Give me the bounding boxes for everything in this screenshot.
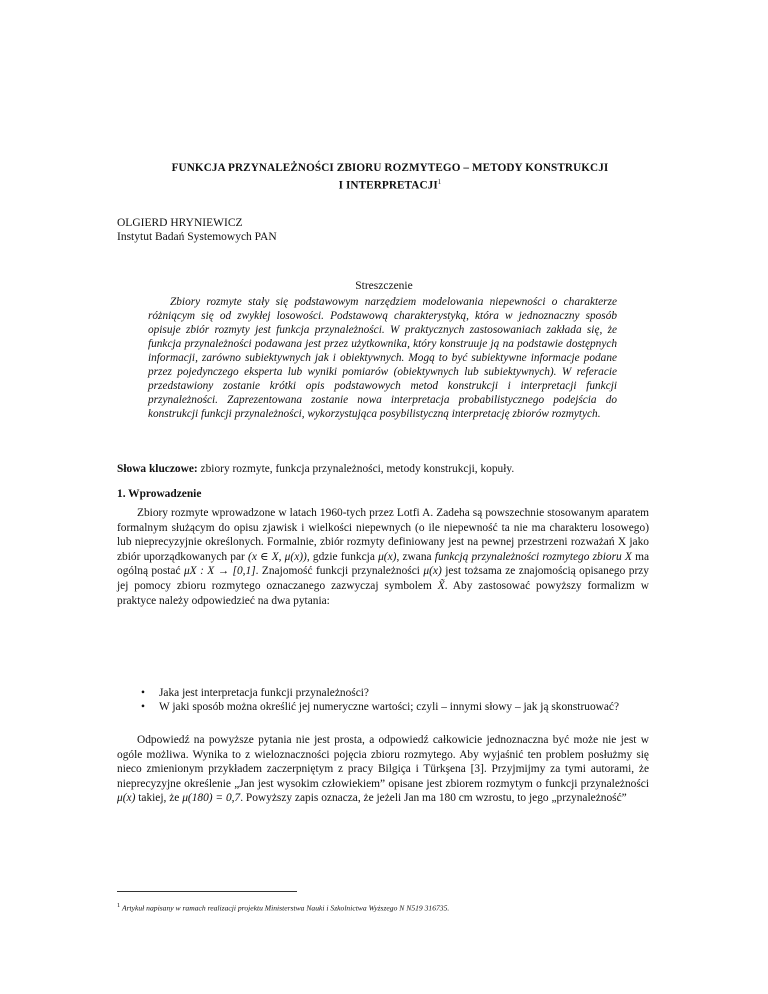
footnote [117,901,449,914]
math-pair: (x ∈ X, μ(x)) [248,550,307,563]
intro-text: , zwana [396,550,435,563]
title-line-1: FUNKCJA PRZYNALEŻNOŚCI ZBIORU ROZMYTEGO – METODY KONSTRUKCJI [171,162,609,174]
intro-text: . Aby zastosować powyższy formalizm w praktyce należy odpowiedzieć na dwa pytania: [117,579,649,607]
author-name: OLGIERD HRYNIEWICZ [117,217,243,229]
intro-text: . Powyższy zapis oznacza, że jeżeli Jan ma 180 cm wzrostu, to jego „przynależność” [240,792,627,805]
footnote-mark: 1 [117,902,121,909]
intro-text: . Znajomość funkcji przynależności [255,565,424,578]
math-mu-x: μ(x) [423,565,442,578]
intro-text: Zbiory rozmyte wprowadzone w latach 1960-tych przez Lotfi A. Zadeha są powszechnie stosowanym aparatem formalnym służącym do opisu zjawisk i wielkości niepewnych (o ile niepewność ta nie ma charakteru losowego) lub nieprecyzyjnie określonych. Formalnie, zbiór rozmyty definiowany jest na pewnej przestrzeni rozważań X jako zbiór uporządkowanych par [117,507,649,563]
keywords-text: zbiory rozmyte, funkcja przynależności, metody konstrukcji, kopuły. [197,463,515,475]
bullet-icon: • [141,687,145,699]
intro-text: ma ogólną postać [117,550,649,578]
paper-title [140,161,640,193]
intro-text: jest tożsama ze znajomością opisanego przy jej pomocy zbioru rozmytego oznaczanego zazwyczaj symbolem [117,565,649,592]
list-item [141,686,649,700]
keywords [117,462,657,476]
author-affiliation: Instytut Badań Systemowych PAN [117,231,277,243]
footnote-divider [117,891,297,892]
title-footnote-mark: 1 [437,178,442,186]
list-item-text: Jaka jest interpretacja funkcji przynależności? [159,687,369,699]
author-block [117,216,277,244]
question-list [141,686,649,715]
keywords-label: Słowa kluczowe: [117,463,198,475]
intro-paragraph-2 [117,733,649,806]
title-line-2: I INTERPRETACJI [338,179,438,192]
math-mu-x: μ(x) [378,550,397,563]
abstract-text [148,295,617,421]
intro-text: , gdzie funkcja [306,550,379,563]
abstract-heading: Streszczenie [355,280,413,292]
intro-italic-term: funkcją przynależności rozmytego zbioru X [434,550,632,563]
intro-text: Odpowiedź na powyższe pytania nie jest prosta, a odpowiedź całkowicie jednoznaczna być może nie jest w ogóle możliwa. Wynika to z wieloznaczności pojęcia zbioru rozmytego. Aby wyjaśnić ten problem posłużmy się nieco zmienionym przykładem zaczerpniętym z pracy Bilgiça i Türkşena [3]. Przyjmijmy za tymi autorami, że nieprecyzyjne określenie „Jan jest wysokim człowiekiem” opisane jest zbiorem rozmytym o funkcji przynależności [117,734,649,790]
math-mu-x: μ(x) [117,792,136,805]
list-item-text: W jaki sposób można określić jej numeryczne wartości; czyli – innymi słowy – jak ją skonstruować? [159,701,620,714]
math-x-tilde: X̃ [437,579,445,592]
footnote-text: Artykuł napisany w ramach realizacji projektu Ministerstwa Nauki i Szkolnictwa Wyższego N N519 316735. [121,903,450,913]
abstract-paragraph: Zbiory rozmyte stały się podstawowym narzędziem modelowania niepewności o charakterze różniącym się od zwykłej losowości. Podstawową charakterystyką, która w jednoznaczny sposób opisuje zbiór rozmyty jest funkcja przynależności. W praktycznych zastosowaniach zakłada się, że funkcja przynależności podawana jest przez użytkownika, który konstruuje ją na podstawie dostępnych informacji, zarówno subiektywnych jak i obiektywnych. Mogą to być subiektywne informacje podane przez pojedynczego eksperta lub wyniki pomiarów (obiektywnych lub subiektywnych). W referacie przedstawiony zostanie krótki opis podstawowych metod konstrukcji i interpretacji funkcji przynależności. Zaprezentowana zostanie nowa interpretacja probabilistycznego podejścia do konstrukcji funkcji przynależności, wykorzystująca posybilistyczną interpretację zbiorów rozmytych. [148,296,617,420]
list-item [141,700,649,714]
section-heading: 1. Wprowadzenie [117,488,202,500]
math-mu-180: μ(180) = 0,7 [182,792,241,805]
bullet-icon: • [141,701,145,714]
intro-text: takiej, że [135,792,183,805]
intro-paragraph-1 [117,506,649,608]
math-mapping: μX : X → [0,1] [183,565,256,578]
